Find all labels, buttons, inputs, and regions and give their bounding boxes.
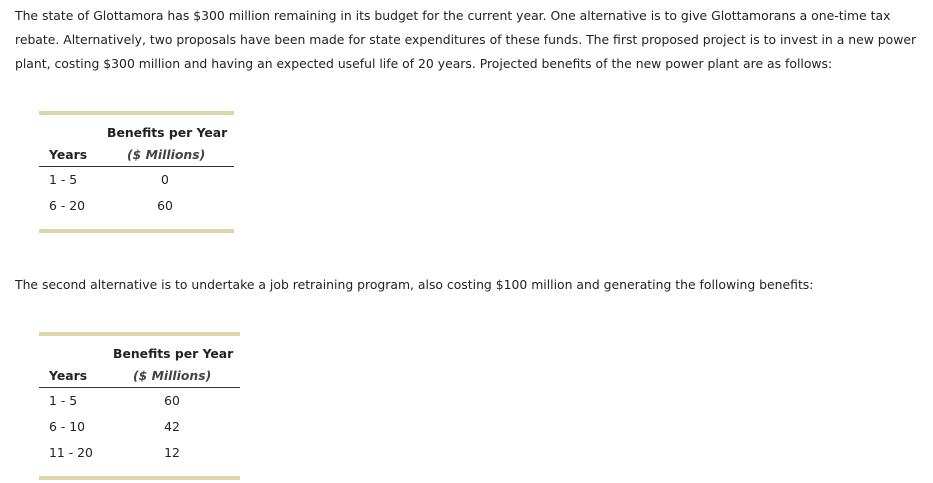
table-row-years: 1 - 5 [49,172,78,187]
retraining-benefits-table [39,332,240,480]
benefits-header: Benefits per Year [113,346,234,361]
units-header: ($ Millions) [133,368,212,383]
years-header: Years [49,147,88,162]
table-row-benefit: 60 [157,198,173,213]
intro-paragraph: The state of Glottamora has $300 million remaining in its budget for the current year. One alternative is to give Glottamorans a one-time tax rebate. Alternatively, two proposals have been made for state expenditures of these funds. The first proposed project is to invest in a new power plant, costing $300 million and having an expected useful life of 20 years. Projected benefits of the new power plant are as follows: [15,8,917,71]
units-header: ($ Millions) [127,147,206,162]
table-row-benefit: 42 [164,419,180,434]
table-row-years: 6 - 20 [49,198,85,213]
power-plant-benefits-table [39,111,234,233]
table-row-benefit: 12 [164,445,180,460]
table-row-years: 6 - 10 [49,419,85,434]
table-row-years: 1 - 5 [49,393,78,408]
table-row-years: 11 - 20 [49,445,93,460]
header-divider [39,166,234,167]
years-header: Years [49,368,88,383]
table-row-benefit: 60 [164,393,180,408]
second-alternative-paragraph: The second alternative is to undertake a job retraining program, also costing $100 million and generating the following benefits: [15,277,814,292]
table-row-benefit: 0 [161,172,169,187]
header-divider [39,387,240,388]
benefits-header: Benefits per Year [107,125,228,140]
